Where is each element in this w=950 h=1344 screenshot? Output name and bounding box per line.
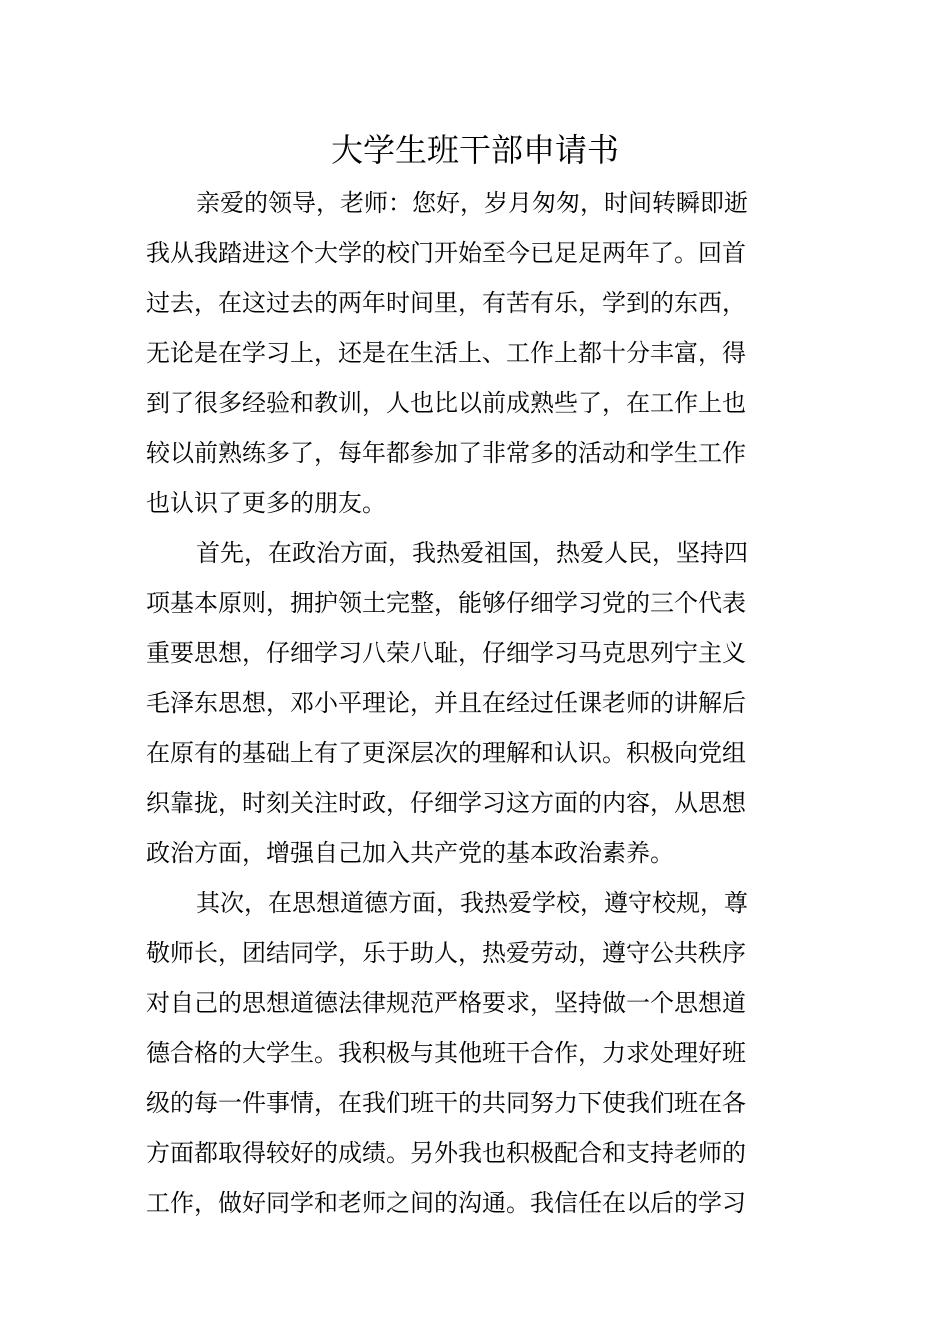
- text-line: 工作，做好同学和老师之间的沟通。我信任在以后的学习: [146, 1189, 746, 1217]
- text-line: 到了很多经验和教训，人也比以前成熟些了，在工作上也: [146, 389, 746, 417]
- text-line: 无论是在学习上，还是在生活上、工作上都十分丰富，得: [146, 339, 746, 367]
- text-line: 方面都取得较好的成绩。另外我也积极配合和支持老师的: [146, 1139, 746, 1167]
- text-line: 敬师长，团结同学，乐于助人，热爱劳动，遵守公共秩序: [146, 939, 746, 967]
- text-line: 重要思想，仔细学习八荣八耻，仔细学习马克思列宁主义: [146, 639, 746, 667]
- text-line: 项基本原则，拥护领土完整，能够仔细学习党的三个代表: [146, 589, 746, 617]
- text-line: 织靠拢，时刻关注时政，仔细学习这方面的内容，从思想: [146, 789, 746, 817]
- document-title: 大学生班干部申请书: [330, 131, 619, 169]
- text-line: 我从我踏进这个大学的校门开始至今已足足两年了。回首: [146, 239, 746, 267]
- text-line: 首先，在政治方面，我热爱祖国，热爱人民，坚持四: [196, 539, 748, 567]
- text-line: 在原有的基础上有了更深层次的理解和认识。积极向党组: [146, 739, 746, 767]
- text-line: 毛泽东思想，邓小平理论，并且在经过任课老师的讲解后: [146, 689, 746, 717]
- document-body: [146, 178, 810, 1228]
- text-line: 德合格的大学生。我积极与其他班干合作，力求处理好班: [146, 1039, 746, 1067]
- text-line: 也认识了更多的朋友。: [146, 489, 386, 517]
- text-line: 其次，在思想道德方面，我热爱学校，遵守校规，尊: [196, 889, 748, 917]
- text-line: 政治方面，增强自己加入共产党的基本政治素养。: [146, 839, 674, 867]
- text-line: 过去，在这过去的两年时间里，有苦有乐，学到的东西，: [146, 289, 746, 317]
- text-line: 对自己的思想道德法律规范严格要求，坚持做一个思想道: [146, 989, 746, 1017]
- text-line: 级的每一件事情，在我们班干的共同努力下使我们班在各: [146, 1089, 746, 1117]
- text-line: 亲爱的领导，老师：您好，岁月匆匆，时间转瞬即逝: [196, 189, 748, 217]
- text-line: 较以前熟练多了，每年都参加了非常多的活动和学生工作: [146, 439, 746, 467]
